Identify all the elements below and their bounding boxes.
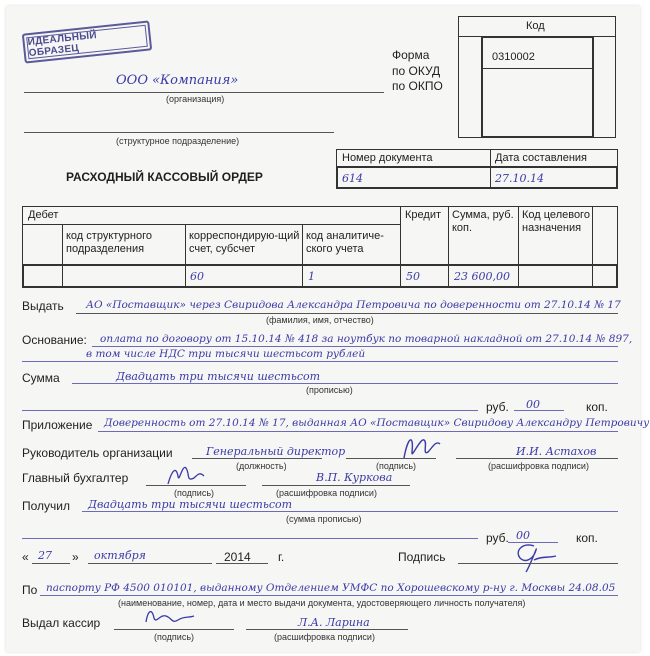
osnovanie-line2: в том числе НДС три тысячи шестьсот рублей bbox=[86, 348, 366, 360]
received-kop-label: коп. bbox=[576, 531, 598, 545]
received-label: Получил bbox=[22, 499, 70, 513]
okud-code: 0310002 bbox=[492, 51, 535, 63]
organization-caption: (организация) bbox=[166, 94, 225, 104]
month-value: октября bbox=[94, 549, 146, 562]
vydat-label: Выдать bbox=[22, 299, 64, 313]
row-analytic: 1 bbox=[308, 270, 315, 283]
credit-label: Кредит bbox=[405, 209, 442, 221]
row-credit: 50 bbox=[406, 270, 420, 283]
doc-title: РАСХОДНЫЙ КАССОВЫЙ ОРДЕР bbox=[66, 170, 263, 184]
cashier-label: Выдал кассир bbox=[22, 616, 101, 630]
col-corr-account: корреспондирую-щий счет, субсчет bbox=[189, 230, 300, 255]
subdivision-caption: (структурное подразделение) bbox=[116, 136, 240, 146]
doc-number-value: 614 bbox=[342, 172, 363, 185]
okpo-label: по ОКПО bbox=[392, 79, 443, 93]
organization-value: ООО «Компания» bbox=[116, 73, 239, 88]
sample-stamp-text: ИДЕАЛЬНЫЙ ОБРАЗЕЦ bbox=[26, 25, 148, 59]
head-position: Генеральный директор bbox=[206, 445, 346, 458]
head-position-caption: (должность) bbox=[236, 461, 287, 471]
accountant-signature-caption: (подпись) bbox=[174, 488, 215, 498]
sample-stamp bbox=[22, 20, 152, 63]
head-signature-caption: (подпись) bbox=[376, 461, 417, 471]
row-sum: 23 600,00 bbox=[454, 270, 510, 283]
sum-label: Сумма, руб. коп. bbox=[452, 209, 514, 234]
vydat-value: АО «Поставщик» через Свиридова Александра Петровича по доверенности от 27.10.14 № 17 bbox=[86, 299, 621, 311]
prilozhenie-value: Доверенность от 27.10.14 № 17, выданная АО «Поставщик» Свиридову Александру Петровичу bbox=[104, 417, 650, 429]
received-rub-label: руб. bbox=[486, 531, 509, 545]
okud-label: по ОКУД bbox=[392, 64, 441, 78]
doc-date-value: 27.10.14 bbox=[495, 172, 544, 185]
forma-label: Форма bbox=[392, 48, 430, 62]
col-analytic: код аналитиче-ского учета bbox=[306, 230, 384, 255]
po-label: По bbox=[22, 583, 38, 597]
row-corr-account: 60 bbox=[190, 270, 204, 283]
quote-open: « bbox=[22, 550, 29, 564]
prilozhenie-label: Приложение bbox=[22, 418, 93, 432]
head-label: Руководитель организации bbox=[22, 446, 173, 460]
cash-order-sheet bbox=[6, 6, 650, 652]
summa-kop-label: коп. bbox=[586, 400, 608, 414]
podpis-label: Подпись bbox=[398, 550, 446, 564]
year-suffix: г. bbox=[278, 550, 285, 564]
cashier-signature bbox=[142, 604, 198, 630]
osnovanie-label: Основание: bbox=[22, 333, 87, 347]
doc-date-label: Дата составления bbox=[495, 152, 587, 164]
received-value: Двадцать три тысячи шестьсот bbox=[88, 498, 293, 511]
osnovanie-line1: оплата по договору от 15.10.14 № 418 за ноутбук по товарной накладной от 27.10.14 № 897, bbox=[100, 333, 633, 345]
sum-propis-caption: (сумма прописью) bbox=[286, 514, 362, 524]
doc-number-label: Номер документа bbox=[342, 152, 433, 164]
summa-rub-label: руб. bbox=[486, 400, 509, 414]
passport-value: паспорту РФ 4500 010101, выданному Отделением УМФС по Хорошевскому р-ну г. Москвы 24.08.05 bbox=[46, 582, 616, 594]
summa-kop-value: 00 bbox=[526, 398, 540, 411]
year-value: 2014 bbox=[224, 550, 251, 564]
quote-close: » bbox=[72, 550, 79, 564]
head-name: И.И. Астахов bbox=[516, 445, 597, 458]
accountant-name: В.П. Куркова bbox=[316, 471, 393, 484]
cashier-name: Л.А. Ларина bbox=[298, 616, 370, 629]
recipient-signature bbox=[504, 536, 564, 576]
cashier-signature-caption: (подпись) bbox=[154, 632, 195, 642]
cashier-decoding-caption: (расшифровка подписи) bbox=[274, 632, 375, 642]
received-kop-value: 00 bbox=[516, 529, 530, 542]
propis-caption: (прописью) bbox=[306, 385, 353, 395]
summa-label: Сумма bbox=[22, 371, 60, 385]
day-value: 27 bbox=[38, 549, 52, 562]
accountant-label: Главный бухгалтер bbox=[22, 471, 129, 485]
passport-caption: (наименование, номер, дата и место выдачи документа, удостоверяющего личность получателя) bbox=[118, 598, 526, 608]
head-decoding-caption: (расшифровка подписи) bbox=[488, 461, 589, 471]
summa-value: Двадцать три тысячи шестьсот bbox=[116, 370, 321, 383]
fio-caption: (фамилия, имя, отчество) bbox=[266, 315, 374, 325]
code-label: Код bbox=[526, 20, 545, 32]
purpose-code-label: Код целевого назначения bbox=[522, 209, 590, 234]
accountant-decoding-caption: (расшифровка подписи) bbox=[276, 488, 377, 498]
col-subdivision: код структурного подразделения bbox=[66, 230, 152, 255]
debit-label: Дебет bbox=[28, 209, 59, 221]
